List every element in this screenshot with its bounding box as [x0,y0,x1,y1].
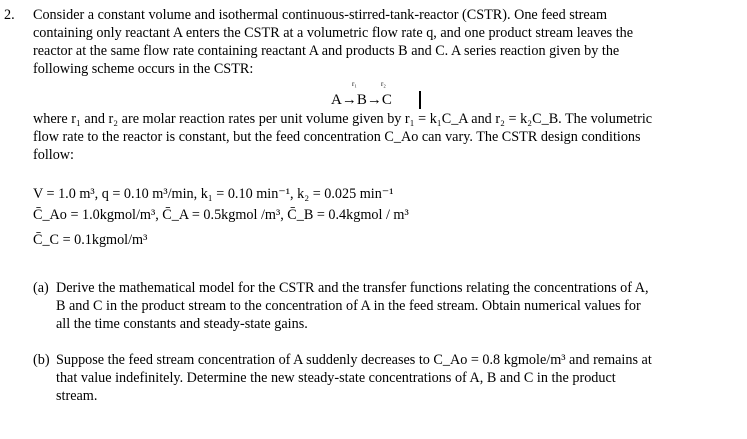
part-a-line: B and C in the product stream to the concentration of A in the feed stream. Obtain numerical values for [56,298,641,314]
part-a-label: (a) [33,280,49,296]
text-cursor [419,91,421,109]
part-a-line: Derive the mathematical model for the CSTR and the transfer functions relating the concentrations of A, [56,280,649,296]
reaction-equation: A→B→C [331,92,392,108]
part-a [33,279,733,333]
problem-number: 2. [4,7,15,23]
part-b [33,351,733,405]
part-b-line: that value indefinitely. Determine the new steady-state concentrations of A, B and C in the product [56,370,616,386]
rates-line: where r₁ and r₂ are molar reaction rates per unit volume given by r₁ = k₁C_A and r₂ = k₂C_B. The volumetric [33,111,653,127]
rate-label-r2: r₂ [381,80,386,88]
intro-line: reactor at the same flow rate containing reactant A and products B and C. A series reaction given by the [33,43,620,59]
problem-intro [33,6,733,78]
intro-line: Consider a constant volume and isothermal continuous-stirred-tank-reactor (CSTR). One feed stream [33,7,608,23]
part-b-label: (b) [33,352,50,368]
part-b-line: Suppose the feed stream concentration of A suddenly decreases to C_Ao = 0.8 kgmole/m³ and remains at [56,352,652,368]
intro-line: following scheme occurs in the CSTR: [33,61,254,77]
design-conditions-line-2: C̄_Ao = 1.0kgmol/m³, C̄_A = 0.5kgmol /m³, C̄_B = 0.4kgmol / m³ [33,207,409,223]
part-a-line: all the time constants and steady-state gains. [56,316,308,332]
rates-line: follow: [33,147,74,163]
design-conditions-line-1: V = 1.0 m³, q = 0.10 m³/min, k₁ = 0.10 min⁻¹, k₂ = 0.025 min⁻¹ [33,186,394,202]
rate-definitions [33,110,733,164]
design-conditions-line-3: C̄_C = 0.1kgmol/m³ [33,232,148,248]
part-b-line: stream. [56,388,98,404]
rate-label-r1: r₁ [352,80,357,88]
rates-line: flow rate to the reactor is constant, but the feed concentration C_Ao can vary. The CSTR design conditions [33,129,641,145]
intro-line: containing only reactant A enters the CSTR at a volumetric flow rate q, and one product stream leaves the [33,25,634,41]
